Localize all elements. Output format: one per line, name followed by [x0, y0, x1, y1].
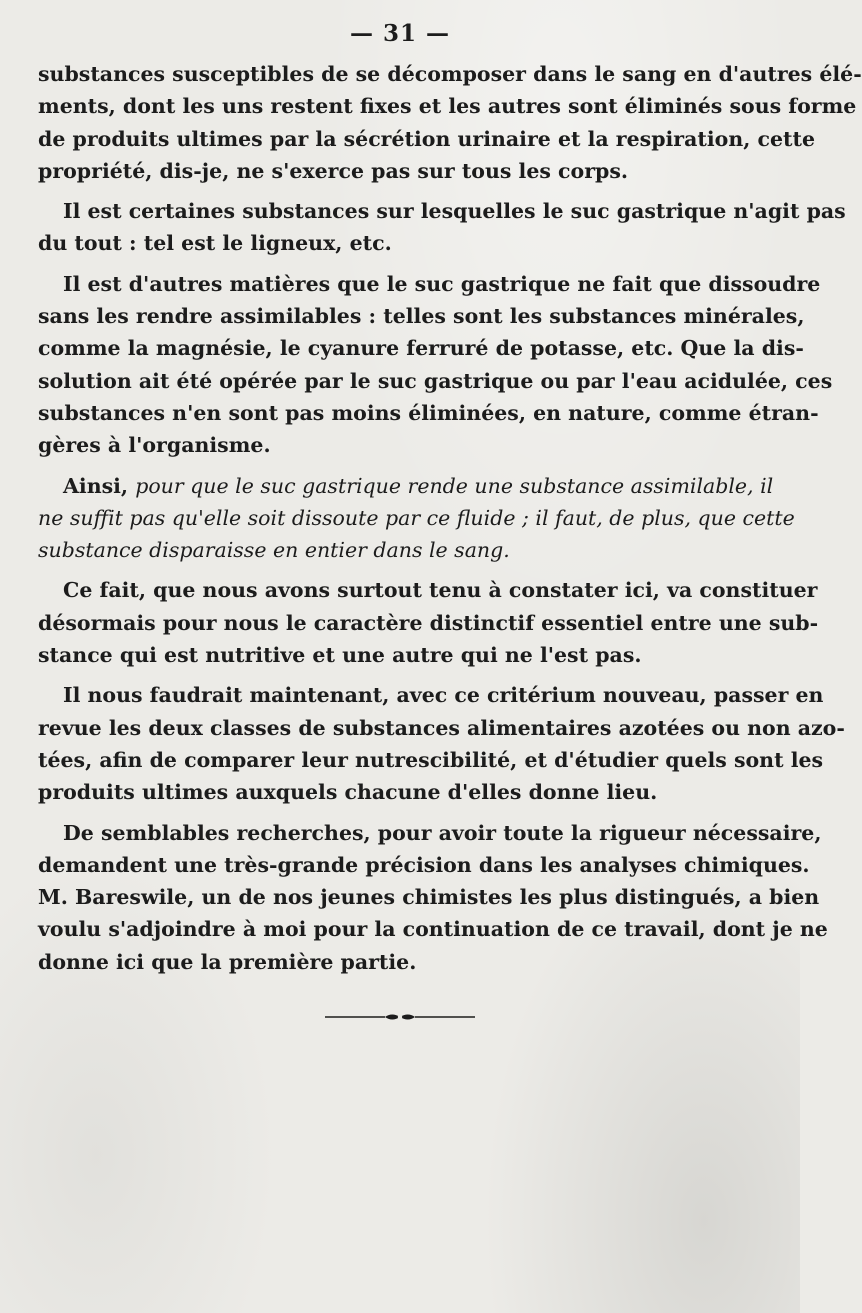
text-line: Ce fait, que nous avons surtout tenu à constater ici, va constituer: [63, 578, 818, 603]
italic-text-run: pour que le suc gastrique rende une substance assimilable, il: [135, 473, 774, 498]
text-run: Ainsi,: [63, 473, 136, 498]
text-line: voulu s'adjoindre à moi pour la continuation de ce travail, dont je ne: [38, 917, 828, 942]
paragraph-4: [38, 470, 795, 567]
paragraph-6: [38, 679, 845, 808]
text-line: de produits ultimes par la sécrétion urinaire et la respiration, cette: [38, 126, 816, 151]
text-line: [38, 470, 774, 502]
text-line: ments, dont les uns restent fixes et les autres sont éliminés sous forme: [38, 94, 857, 119]
text-line: [38, 502, 795, 534]
page-number: — 31 —: [349, 20, 451, 47]
ornamental-rule: [325, 1011, 475, 1023]
paragraph-7: [38, 817, 828, 978]
text-line: désormais pour nous le caractère distinctif essentiel entre une sub-: [38, 610, 819, 635]
paragraph-5: [38, 574, 819, 671]
text-line: revue les deux classes de substances alimentaires azotées ou non azo-: [38, 715, 845, 740]
italic-text-run: substance disparaisse en entier dans le sang.: [38, 538, 510, 563]
text-line: du tout : tel est le ligneux, etc.: [38, 231, 392, 256]
text-line: comme la magnésie, le cyanure ferruré de potasse, etc. Que la dis-: [38, 336, 804, 361]
body-text: [38, 58, 862, 986]
text-line: [38, 534, 762, 566]
text-line: substances susceptibles de se décomposer dans le sang en d'autres élé-: [38, 62, 862, 86]
text-line: gères à l'organisme.: [38, 433, 271, 458]
text-line: donne ici que la première partie.: [38, 949, 417, 974]
text-line: substances n'en sont pas moins éliminées, en nature, comme étran-: [38, 400, 819, 425]
text-line: demandent une très-grande précision dans les analyses chimiques.: [38, 852, 810, 877]
italic-text-run: ne suffit pas qu'elle soit dissoute par ce fluide ; il faut, de plus, que cette: [38, 505, 795, 530]
text-line: De semblables recherches, pour avoir toute la rigueur nécessaire,: [63, 820, 822, 845]
text-line: tées, afin de comparer leur nutrescibilité, et d'étudier quels sont les: [38, 747, 824, 772]
paragraph-3: [38, 268, 833, 462]
text-line: propriété, dis-je, ne s'exerce pas sur tous les corps.: [38, 158, 629, 183]
text-line: Il est certaines substances sur lesquelles le suc gastrique n'agit pas: [63, 199, 846, 224]
text-line: sans les rendre assimilables : telles sont les substances minérales,: [38, 304, 805, 329]
paragraph-1: [38, 58, 862, 187]
text-line: M. Bareswile, un de nos jeunes chimistes les plus distingués, a bien: [38, 885, 820, 910]
text-line: produits ultimes auxquels chacune d'elles donne lieu.: [38, 780, 658, 805]
text-line: stance qui est nutritive et une autre qui ne l'est pas.: [38, 643, 642, 668]
paragraph-2: [38, 195, 846, 260]
text-line: solution ait été opérée par le suc gastrique ou par l'eau acidulée, ces: [38, 368, 833, 393]
text-line: Il est d'autres matières que le suc gastrique ne fait que dissoudre: [63, 271, 821, 296]
text-line: Il nous faudrait maintenant, avec ce critérium nouveau, passer en: [63, 683, 824, 708]
